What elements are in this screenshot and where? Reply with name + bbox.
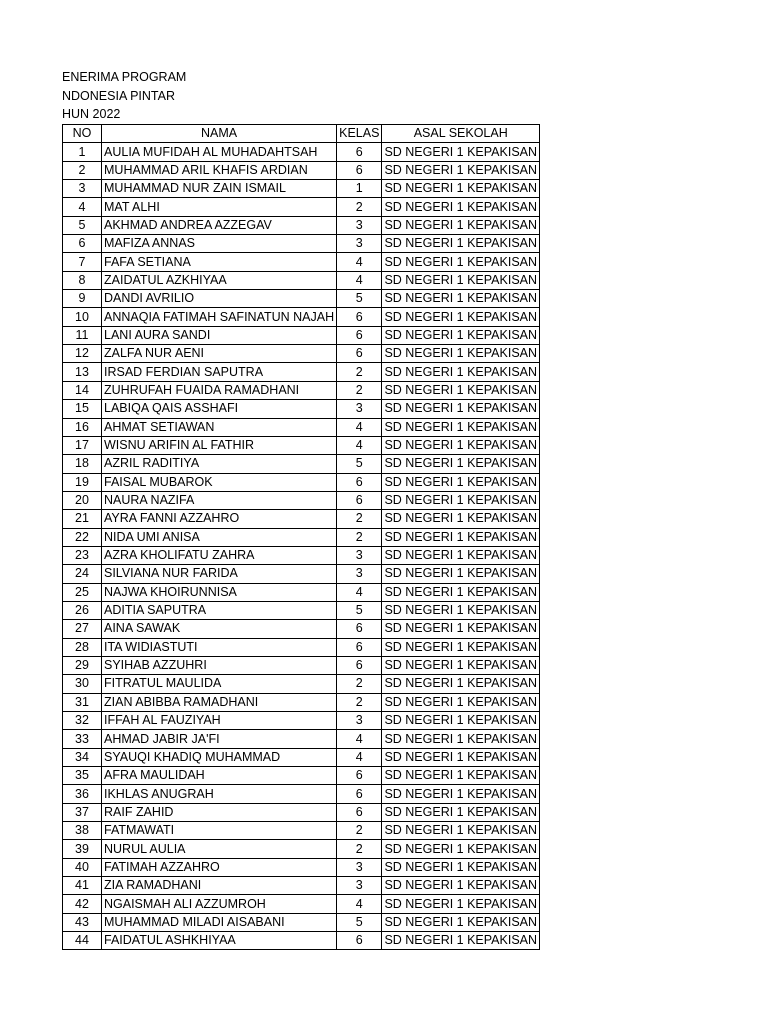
cell-no: 29 xyxy=(63,656,102,674)
header-title-line-1: ENERIMA PROGRAM xyxy=(62,70,187,84)
cell-kelas: 5 xyxy=(337,290,382,308)
cell-asal-sekolah: SD NEGERI 1 KEPAKISAN xyxy=(382,712,540,730)
table-row xyxy=(63,528,540,546)
cell-nama: ZIAN ABIBBA RAMADHANI xyxy=(102,693,337,711)
cell-asal-sekolah: SD NEGERI 1 KEPAKISAN xyxy=(382,345,540,363)
cell-kelas: 3 xyxy=(337,546,382,564)
cell-nama: AZRA KHOLIFATU ZAHRA xyxy=(102,546,337,564)
column-header-kelas: KELAS xyxy=(337,125,382,143)
cell-asal-sekolah: SD NEGERI 1 KEPAKISAN xyxy=(382,253,540,271)
cell-no: 24 xyxy=(63,565,102,583)
cell-nama: MAFIZA ANNAS xyxy=(102,235,337,253)
cell-kelas: 6 xyxy=(337,785,382,803)
cell-no: 20 xyxy=(63,491,102,509)
cell-kelas: 2 xyxy=(337,675,382,693)
cell-no: 3 xyxy=(63,180,102,198)
cell-nama: ZAIDATUL AZKHIYAA xyxy=(102,271,337,289)
cell-nama: ZUHRUFAH FUAIDA RAMADHANI xyxy=(102,381,337,399)
cell-no: 30 xyxy=(63,675,102,693)
cell-asal-sekolah: SD NEGERI 1 KEPAKISAN xyxy=(382,418,540,436)
cell-asal-sekolah: SD NEGERI 1 KEPAKISAN xyxy=(382,748,540,766)
column-header-nama: NAMA xyxy=(102,125,337,143)
cell-asal-sekolah: SD NEGERI 1 KEPAKISAN xyxy=(382,436,540,454)
cell-no: 36 xyxy=(63,785,102,803)
table-row xyxy=(63,235,540,253)
cell-asal-sekolah: SD NEGERI 1 KEPAKISAN xyxy=(382,400,540,418)
cell-no: 26 xyxy=(63,601,102,619)
cell-asal-sekolah: SD NEGERI 1 KEPAKISAN xyxy=(382,216,540,234)
cell-nama: MAT ALHI xyxy=(102,198,337,216)
cell-asal-sekolah: SD NEGERI 1 KEPAKISAN xyxy=(382,510,540,528)
cell-asal-sekolah: SD NEGERI 1 KEPAKISAN xyxy=(382,455,540,473)
table-row xyxy=(63,822,540,840)
cell-asal-sekolah: SD NEGERI 1 KEPAKISAN xyxy=(382,895,540,913)
cell-nama: WISNU ARIFIN AL FATHIR xyxy=(102,436,337,454)
table-row xyxy=(63,143,540,161)
table-row xyxy=(63,271,540,289)
cell-no: 15 xyxy=(63,400,102,418)
cell-nama: ADITIA SAPUTRA xyxy=(102,601,337,619)
cell-kelas: 6 xyxy=(337,161,382,179)
table-row xyxy=(63,932,540,950)
student-roster-table xyxy=(62,124,540,950)
cell-kelas: 6 xyxy=(337,638,382,656)
cell-asal-sekolah: SD NEGERI 1 KEPAKISAN xyxy=(382,858,540,876)
cell-nama: FATMAWATI xyxy=(102,822,337,840)
cell-no: 38 xyxy=(63,822,102,840)
cell-kelas: 3 xyxy=(337,565,382,583)
cell-nama: DANDI AVRILIO xyxy=(102,290,337,308)
cell-nama: MUHAMMAD NUR ZAIN ISMAIL xyxy=(102,180,337,198)
cell-kelas: 3 xyxy=(337,712,382,730)
table-row xyxy=(63,565,540,583)
table-row xyxy=(63,583,540,601)
table-row xyxy=(63,546,540,564)
cell-nama: NGAISMAH ALI AZZUMROH xyxy=(102,895,337,913)
cell-no: 23 xyxy=(63,546,102,564)
cell-kelas: 4 xyxy=(337,436,382,454)
cell-no: 37 xyxy=(63,803,102,821)
cell-nama: NURUL AULIA xyxy=(102,840,337,858)
cell-nama: FAISAL MUBAROK xyxy=(102,473,337,491)
cell-no: 43 xyxy=(63,913,102,931)
cell-no: 21 xyxy=(63,510,102,528)
table-row xyxy=(63,730,540,748)
cell-no: 31 xyxy=(63,693,102,711)
table-row xyxy=(63,675,540,693)
cell-kelas: 5 xyxy=(337,913,382,931)
cell-nama: ZALFA NUR AENI xyxy=(102,345,337,363)
cell-asal-sekolah: SD NEGERI 1 KEPAKISAN xyxy=(382,491,540,509)
cell-no: 27 xyxy=(63,620,102,638)
cell-no: 2 xyxy=(63,161,102,179)
cell-kelas: 3 xyxy=(337,216,382,234)
header-year-line: HUN 2022 xyxy=(62,107,121,121)
cell-nama: AZRIL RADITIYA xyxy=(102,455,337,473)
cell-kelas: 5 xyxy=(337,601,382,619)
cell-nama: ZIA RAMADHANI xyxy=(102,877,337,895)
cell-kelas: 6 xyxy=(337,932,382,950)
table-row xyxy=(63,510,540,528)
table-body xyxy=(63,143,540,950)
table-row xyxy=(63,767,540,785)
cell-nama: AHMAD JABIR JA'FI xyxy=(102,730,337,748)
cell-nama: IRSAD FERDIAN SAPUTRA xyxy=(102,363,337,381)
cell-asal-sekolah: SD NEGERI 1 KEPAKISAN xyxy=(382,235,540,253)
cell-asal-sekolah: SD NEGERI 1 KEPAKISAN xyxy=(382,638,540,656)
cell-no: 5 xyxy=(63,216,102,234)
cell-no: 6 xyxy=(63,235,102,253)
table-row xyxy=(63,436,540,454)
cell-asal-sekolah: SD NEGERI 1 KEPAKISAN xyxy=(382,290,540,308)
cell-kelas: 2 xyxy=(337,528,382,546)
cell-no: 39 xyxy=(63,840,102,858)
cell-nama: FAIDATUL ASHKHIYAA xyxy=(102,932,337,950)
table-row xyxy=(63,693,540,711)
cell-asal-sekolah: SD NEGERI 1 KEPAKISAN xyxy=(382,143,540,161)
cell-asal-sekolah: SD NEGERI 1 KEPAKISAN xyxy=(382,308,540,326)
cell-no: 41 xyxy=(63,877,102,895)
cell-no: 7 xyxy=(63,253,102,271)
cell-asal-sekolah: SD NEGERI 1 KEPAKISAN xyxy=(382,730,540,748)
cell-kelas: 2 xyxy=(337,510,382,528)
cell-asal-sekolah: SD NEGERI 1 KEPAKISAN xyxy=(382,583,540,601)
cell-kelas: 2 xyxy=(337,693,382,711)
cell-nama: IKHLAS ANUGRAH xyxy=(102,785,337,803)
table-row xyxy=(63,198,540,216)
cell-nama: MUHAMMAD ARIL KHAFIS ARDIAN xyxy=(102,161,337,179)
cell-kelas: 6 xyxy=(337,656,382,674)
table-row xyxy=(63,290,540,308)
cell-asal-sekolah: SD NEGERI 1 KEPAKISAN xyxy=(382,473,540,491)
cell-asal-sekolah: SD NEGERI 1 KEPAKISAN xyxy=(382,546,540,564)
table-row xyxy=(63,803,540,821)
cell-nama: NAJWA KHOIRUNNISA xyxy=(102,583,337,601)
table-row xyxy=(63,455,540,473)
cell-kelas: 2 xyxy=(337,381,382,399)
cell-kelas: 6 xyxy=(337,143,382,161)
cell-no: 17 xyxy=(63,436,102,454)
cell-kelas: 6 xyxy=(337,345,382,363)
cell-kelas: 6 xyxy=(337,326,382,344)
table-header xyxy=(63,125,540,143)
table-row xyxy=(63,877,540,895)
table-row xyxy=(63,473,540,491)
table-row xyxy=(63,712,540,730)
cell-kelas: 2 xyxy=(337,363,382,381)
cell-nama: ANNAQIA FATIMAH SAFINATUN NAJAH xyxy=(102,308,337,326)
cell-no: 9 xyxy=(63,290,102,308)
cell-asal-sekolah: SD NEGERI 1 KEPAKISAN xyxy=(382,877,540,895)
cell-nama: FITRATUL MAULIDA xyxy=(102,675,337,693)
cell-asal-sekolah: SD NEGERI 1 KEPAKISAN xyxy=(382,528,540,546)
cell-nama: AFRA MAULIDAH xyxy=(102,767,337,785)
cell-nama: LABIQA QAIS ASSHAFI xyxy=(102,400,337,418)
cell-nama: AYRA FANNI AZZAHRO xyxy=(102,510,337,528)
cell-asal-sekolah: SD NEGERI 1 KEPAKISAN xyxy=(382,913,540,931)
table-row xyxy=(63,400,540,418)
cell-kelas: 3 xyxy=(337,400,382,418)
cell-asal-sekolah: SD NEGERI 1 KEPAKISAN xyxy=(382,180,540,198)
table-row xyxy=(63,381,540,399)
cell-nama: IFFAH AL FAUZIYAH xyxy=(102,712,337,730)
cell-kelas: 6 xyxy=(337,473,382,491)
cell-nama: AULIA MUFIDAH AL MUHADAHTSAH xyxy=(102,143,337,161)
cell-no: 10 xyxy=(63,308,102,326)
cell-asal-sekolah: SD NEGERI 1 KEPAKISAN xyxy=(382,271,540,289)
table-row xyxy=(63,895,540,913)
cell-no: 33 xyxy=(63,730,102,748)
table-row xyxy=(63,840,540,858)
table-row xyxy=(63,326,540,344)
cell-nama: LANI AURA SANDI xyxy=(102,326,337,344)
cell-no: 34 xyxy=(63,748,102,766)
cell-kelas: 2 xyxy=(337,822,382,840)
cell-kelas: 4 xyxy=(337,730,382,748)
cell-kelas: 4 xyxy=(337,748,382,766)
cell-kelas: 6 xyxy=(337,803,382,821)
cell-asal-sekolah: SD NEGERI 1 KEPAKISAN xyxy=(382,675,540,693)
cell-kelas: 3 xyxy=(337,877,382,895)
cell-kelas: 4 xyxy=(337,583,382,601)
table-row xyxy=(63,858,540,876)
cell-asal-sekolah: SD NEGERI 1 KEPAKISAN xyxy=(382,381,540,399)
cell-kelas: 4 xyxy=(337,418,382,436)
cell-nama: ITA WIDIASTUTI xyxy=(102,638,337,656)
column-header-asal-sekolah: ASAL SEKOLAH xyxy=(382,125,540,143)
cell-nama: FAFA SETIANA xyxy=(102,253,337,271)
cell-no: 8 xyxy=(63,271,102,289)
table-row xyxy=(63,363,540,381)
table-row xyxy=(63,638,540,656)
cell-asal-sekolah: SD NEGERI 1 KEPAKISAN xyxy=(382,693,540,711)
cell-nama: FATIMAH AZZAHRO xyxy=(102,858,337,876)
cell-no: 12 xyxy=(63,345,102,363)
cell-no: 25 xyxy=(63,583,102,601)
cell-no: 4 xyxy=(63,198,102,216)
cell-nama: RAIF ZAHID xyxy=(102,803,337,821)
cell-asal-sekolah: SD NEGERI 1 KEPAKISAN xyxy=(382,932,540,950)
cell-no: 40 xyxy=(63,858,102,876)
cell-kelas: 2 xyxy=(337,840,382,858)
cell-asal-sekolah: SD NEGERI 1 KEPAKISAN xyxy=(382,565,540,583)
cell-no: 28 xyxy=(63,638,102,656)
table-row xyxy=(63,418,540,436)
cell-kelas: 4 xyxy=(337,253,382,271)
cell-asal-sekolah: SD NEGERI 1 KEPAKISAN xyxy=(382,326,540,344)
cell-asal-sekolah: SD NEGERI 1 KEPAKISAN xyxy=(382,656,540,674)
table-row xyxy=(63,161,540,179)
cell-no: 35 xyxy=(63,767,102,785)
cell-asal-sekolah: SD NEGERI 1 KEPAKISAN xyxy=(382,601,540,619)
cell-no: 16 xyxy=(63,418,102,436)
cell-no: 1 xyxy=(63,143,102,161)
cell-kelas: 6 xyxy=(337,491,382,509)
cell-kelas: 6 xyxy=(337,767,382,785)
column-header-no: NO xyxy=(63,125,102,143)
cell-asal-sekolah: SD NEGERI 1 KEPAKISAN xyxy=(382,803,540,821)
cell-no: 14 xyxy=(63,381,102,399)
table-row xyxy=(63,656,540,674)
table-row xyxy=(63,601,540,619)
table-row xyxy=(63,253,540,271)
cell-nama: MUHAMMAD MILADI AISABANI xyxy=(102,913,337,931)
document-header xyxy=(62,68,186,124)
cell-asal-sekolah: SD NEGERI 1 KEPAKISAN xyxy=(382,767,540,785)
cell-asal-sekolah: SD NEGERI 1 KEPAKISAN xyxy=(382,840,540,858)
cell-kelas: 4 xyxy=(337,271,382,289)
cell-no: 13 xyxy=(63,363,102,381)
table-header-row xyxy=(63,125,540,143)
cell-no: 19 xyxy=(63,473,102,491)
cell-kelas: 4 xyxy=(337,895,382,913)
table-row xyxy=(63,308,540,326)
cell-kelas: 6 xyxy=(337,620,382,638)
cell-kelas: 6 xyxy=(337,308,382,326)
table-row xyxy=(63,345,540,363)
cell-kelas: 3 xyxy=(337,235,382,253)
cell-no: 42 xyxy=(63,895,102,913)
cell-nama: SYIHAB AZZUHRI xyxy=(102,656,337,674)
cell-kelas: 1 xyxy=(337,180,382,198)
cell-nama: AINA SAWAK xyxy=(102,620,337,638)
cell-asal-sekolah: SD NEGERI 1 KEPAKISAN xyxy=(382,198,540,216)
cell-no: 11 xyxy=(63,326,102,344)
cell-nama: NIDA UMI ANISA xyxy=(102,528,337,546)
table-row xyxy=(63,748,540,766)
cell-kelas: 2 xyxy=(337,198,382,216)
cell-nama: NAURA NAZIFA xyxy=(102,491,337,509)
cell-no: 18 xyxy=(63,455,102,473)
cell-asal-sekolah: SD NEGERI 1 KEPAKISAN xyxy=(382,785,540,803)
cell-nama: AHMAT SETIAWAN xyxy=(102,418,337,436)
table-row xyxy=(63,180,540,198)
cell-no: 22 xyxy=(63,528,102,546)
cell-no: 32 xyxy=(63,712,102,730)
cell-asal-sekolah: SD NEGERI 1 KEPAKISAN xyxy=(382,161,540,179)
table-row xyxy=(63,620,540,638)
cell-asal-sekolah: SD NEGERI 1 KEPAKISAN xyxy=(382,620,540,638)
cell-asal-sekolah: SD NEGERI 1 KEPAKISAN xyxy=(382,822,540,840)
table-row xyxy=(63,913,540,931)
cell-nama: AKHMAD ANDREA AZZEGAV xyxy=(102,216,337,234)
cell-kelas: 3 xyxy=(337,858,382,876)
table-row xyxy=(63,785,540,803)
header-title-line-2: NDONESIA PINTAR xyxy=(62,88,175,103)
table-row xyxy=(63,216,540,234)
cell-asal-sekolah: SD NEGERI 1 KEPAKISAN xyxy=(382,363,540,381)
table-row xyxy=(63,491,540,509)
cell-kelas: 5 xyxy=(337,455,382,473)
cell-nama: SYAUQI KHADIQ MUHAMMAD xyxy=(102,748,337,766)
cell-nama: SILVIANA NUR FARIDA xyxy=(102,565,337,583)
cell-no: 44 xyxy=(63,932,102,950)
